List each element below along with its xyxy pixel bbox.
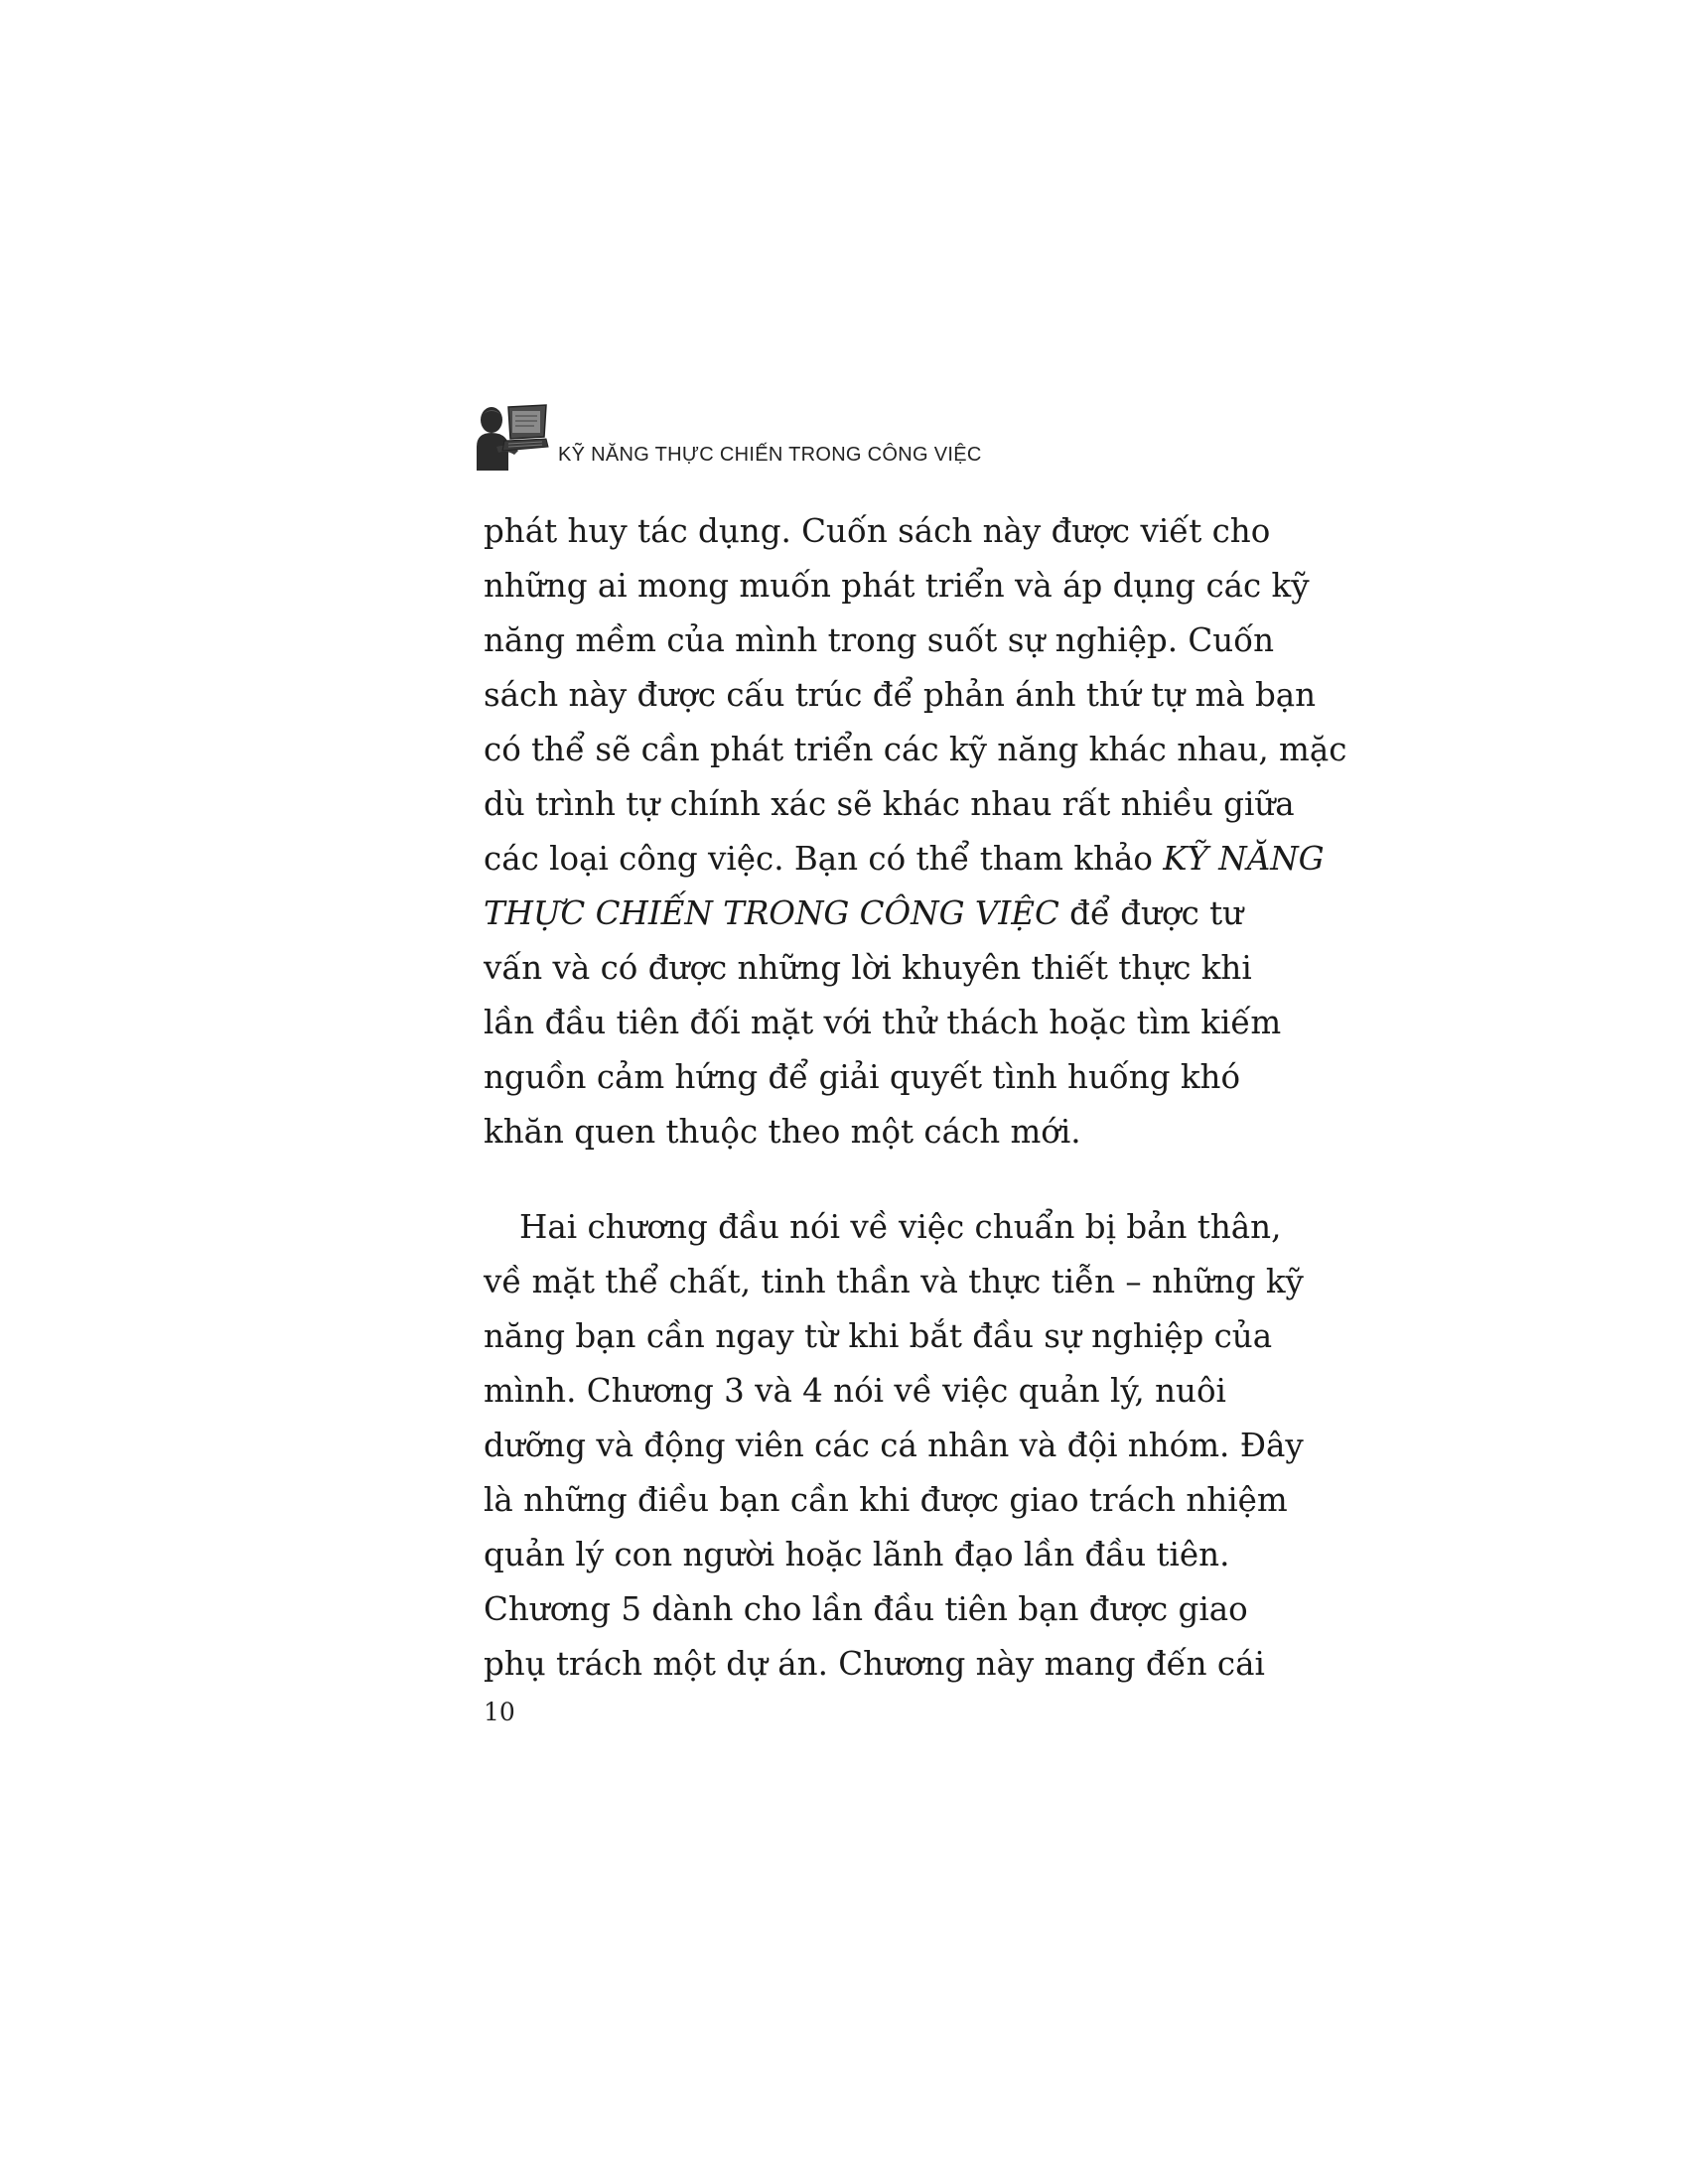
text-line: lần đầu tiên đối mặt với thử thách hoặc tìm kiếm — [484, 1004, 1282, 1041]
text-line: có thể sẽ cần phát triển các kỹ năng khác nhau, mặc — [484, 731, 1347, 768]
text-line: khăn quen thuộc theo một cách mới. — [484, 1113, 1081, 1151]
page-number: 10 — [484, 1698, 515, 1726]
text-line: Chương 5 dành cho lần đầu tiên bạn được giao — [484, 1590, 1248, 1628]
text-line: dù trình tự chính xác sẽ khác nhau rất nhiều giữa — [484, 785, 1295, 823]
text-line — [484, 887, 1244, 941]
text-line: nguồn cảm hứng để giải quyết tình huống khó — [484, 1058, 1241, 1096]
text-line: về mặt thể chất, tinh thần và thực tiễn – những kỹ — [484, 1263, 1304, 1300]
text-run: để được tư — [1069, 894, 1244, 932]
running-header — [475, 401, 982, 471]
person-at-laptop-icon — [475, 403, 548, 471]
text-line: phát huy tác dụng. Cuốn sách này được viết cho — [484, 512, 1271, 550]
text-line: sách này được cấu trúc để phản ánh thứ tự mà bạn — [484, 676, 1317, 714]
italic-book-title: KỸ NĂNG — [1163, 840, 1325, 878]
text-line: vấn và có được những lời khuyên thiết thực khi — [484, 949, 1252, 987]
text-line: mình. Chương 3 và 4 nói về việc quản lý, nuôi — [484, 1372, 1226, 1410]
paragraph — [484, 504, 1347, 1160]
paragraph-gap — [484, 1160, 1186, 1200]
paragraph — [484, 1200, 1304, 1692]
text-line: những ai mong muốn phát triển và áp dụng các kỹ — [484, 567, 1310, 605]
text-line: dưỡng và động viên các cá nhân và đội nhóm. Đây — [484, 1427, 1304, 1464]
text-line: năng mềm của mình trong suốt sự nghiệp. Cuốn — [484, 621, 1275, 659]
text-line: Hai chương đầu nói về việc chuẩn bị bản thân, — [519, 1208, 1282, 1246]
text-line: quản lý con người hoặc lãnh đạo lần đầu tiên. — [484, 1536, 1230, 1573]
text-line: năng bạn cần ngay từ khi bắt đầu sự nghiệp của — [484, 1317, 1273, 1355]
body-text — [484, 504, 1347, 1692]
book-title: KỸ NĂNG THỰC CHIẾN TRONG CÔNG VIỆC — [558, 444, 982, 466]
text-line: phụ trách một dự án. Chương này mang đến cái — [484, 1645, 1265, 1683]
text-line: là những điều bạn cần khi được giao trách nhiệm — [484, 1481, 1288, 1519]
text-line — [484, 832, 1325, 887]
italic-book-title: THỰC CHIẾN TRONG CÔNG VIỆC — [484, 894, 1059, 932]
text-run: các loại công việc. Bạn có thể tham khảo — [484, 840, 1153, 878]
